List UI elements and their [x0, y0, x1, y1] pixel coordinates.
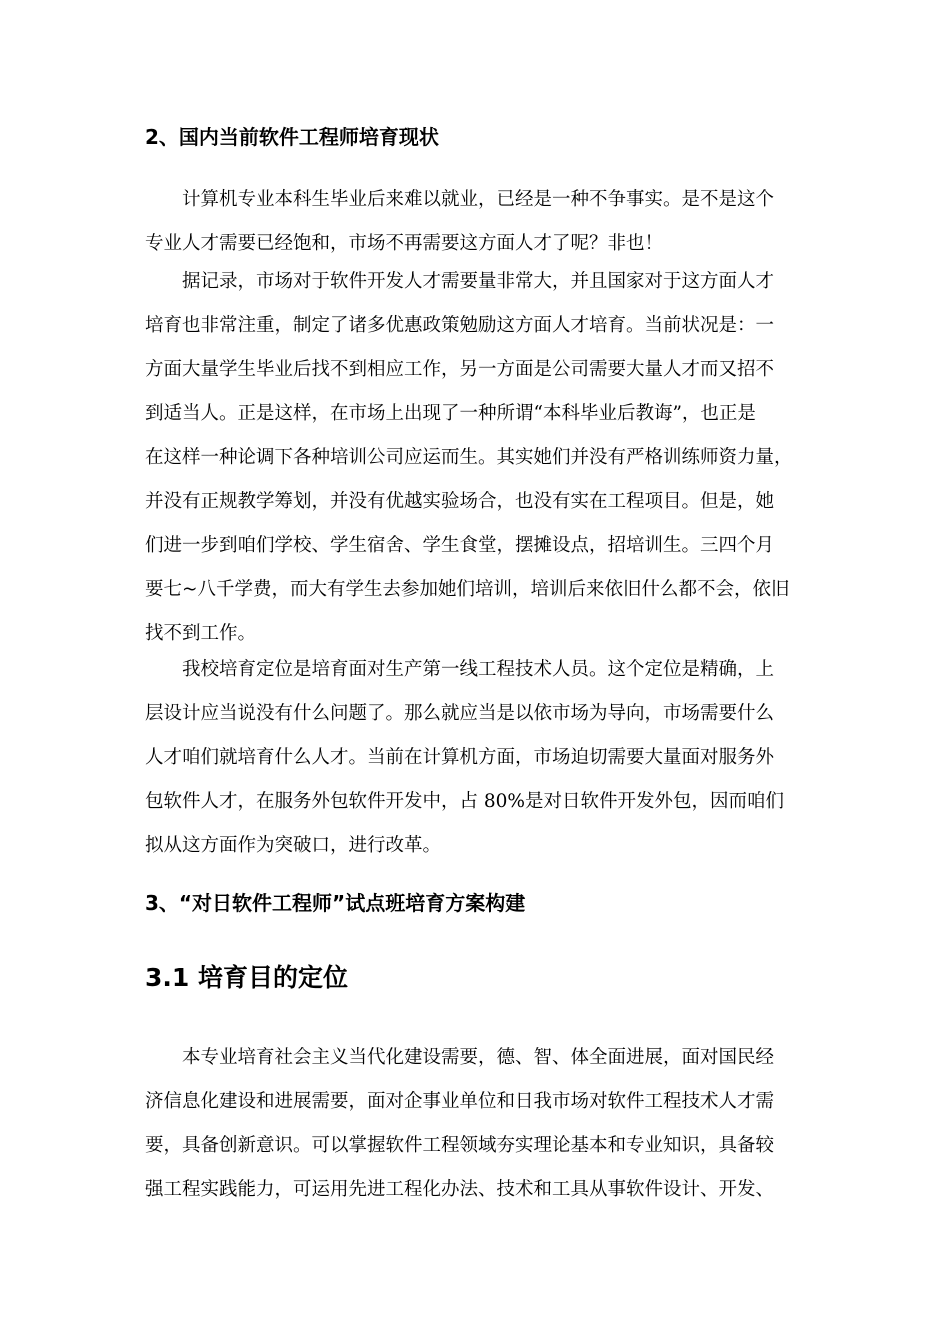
paragraph-line: 我校培育定位是培育面对生产第一线工程技术人员。这个定位是精确，上: [182, 659, 775, 680]
paragraph-line: 要，具备创新意识。可以掌握软件工程领域夯实理论基本和专业知识，具备较: [145, 1135, 775, 1156]
paragraph-line: 们进一步到咱们学校、学生宿舍、学生食堂，摆摊设点，招培训生。三四个月: [145, 535, 775, 556]
paragraph-line: 并没有正规教学筹划，并没有优越实验场合，也没有实在工程项目。但是，她: [145, 491, 775, 512]
paragraph-2: [145, 260, 820, 656]
paragraph-line: 专业人才需要已经饱和，市场不再需要这方面人才了呢？非也！: [145, 233, 664, 254]
paragraph-4: [145, 1036, 820, 1212]
paragraph-line: 强工程实践能力，可运用先进工程化办法、技术和工具从事软件设计、开发、: [145, 1179, 775, 1200]
section-3-heading: 3、“对日软件工程师”试点班培育方案构建: [145, 891, 526, 915]
section-2-heading: 2、国内当前软件工程师培育现状: [145, 125, 439, 149]
paragraph-line: 济信息化建设和进展需要，面对企事业单位和日我市场对软件工程技术人才需: [145, 1091, 775, 1112]
paragraph-line: 层设计应当说没有什么问题了。那么就应当是以依市场为导向，市场需要什么: [145, 703, 775, 724]
paragraph-line: 方面大量学生毕业后找不到相应工作，另一方面是公司需要大量人才而又招不: [145, 359, 775, 380]
section-3-1-heading: 3.1 培育目的定位: [145, 963, 348, 992]
paragraph-line: 包软件人才，在服务外包软件开发中，占 80%是对日软件开发外包，因而咱们: [145, 791, 785, 812]
paragraph-line: 到适当人。正是这样，在市场上出现了一种所谓“本科毕业后教诲”，也正是: [145, 403, 756, 424]
paragraph-line: 找不到工作。: [145, 623, 257, 644]
paragraph-line: 在这样一种论调下各种培训公司应运而生。其实她们并没有严格训练师资力量，: [145, 447, 793, 468]
paragraph-line: 拟从这方面作为突破口，进行改革。: [145, 835, 442, 856]
paragraph-line: 本专业培育社会主义当代化建设需要，德、智、体全面进展，面对国民经: [182, 1047, 775, 1068]
paragraph-3: [145, 648, 820, 868]
paragraph-line: 计算机专业本科生毕业后来难以就业，已经是一种不争事实。是不是这个: [182, 189, 775, 210]
paragraph-line: 人才咱们就培育什么人才。当前在计算机方面，市场迫切需要大量面对服务外: [145, 747, 775, 768]
paragraph-line: 要七~八千学费，而大有学生去参加她们培训，培训后来依旧什么都不会，依旧: [145, 579, 790, 600]
paragraph-line: 据记录，市场对于软件开发人才需要量非常大，并且国家对于这方面人才: [182, 271, 775, 292]
paragraph-1: [145, 178, 820, 266]
paragraph-line: 培育也非常注重，制定了诸多优惠政策勉励这方面人才培育。当前状况是：一: [145, 315, 775, 336]
